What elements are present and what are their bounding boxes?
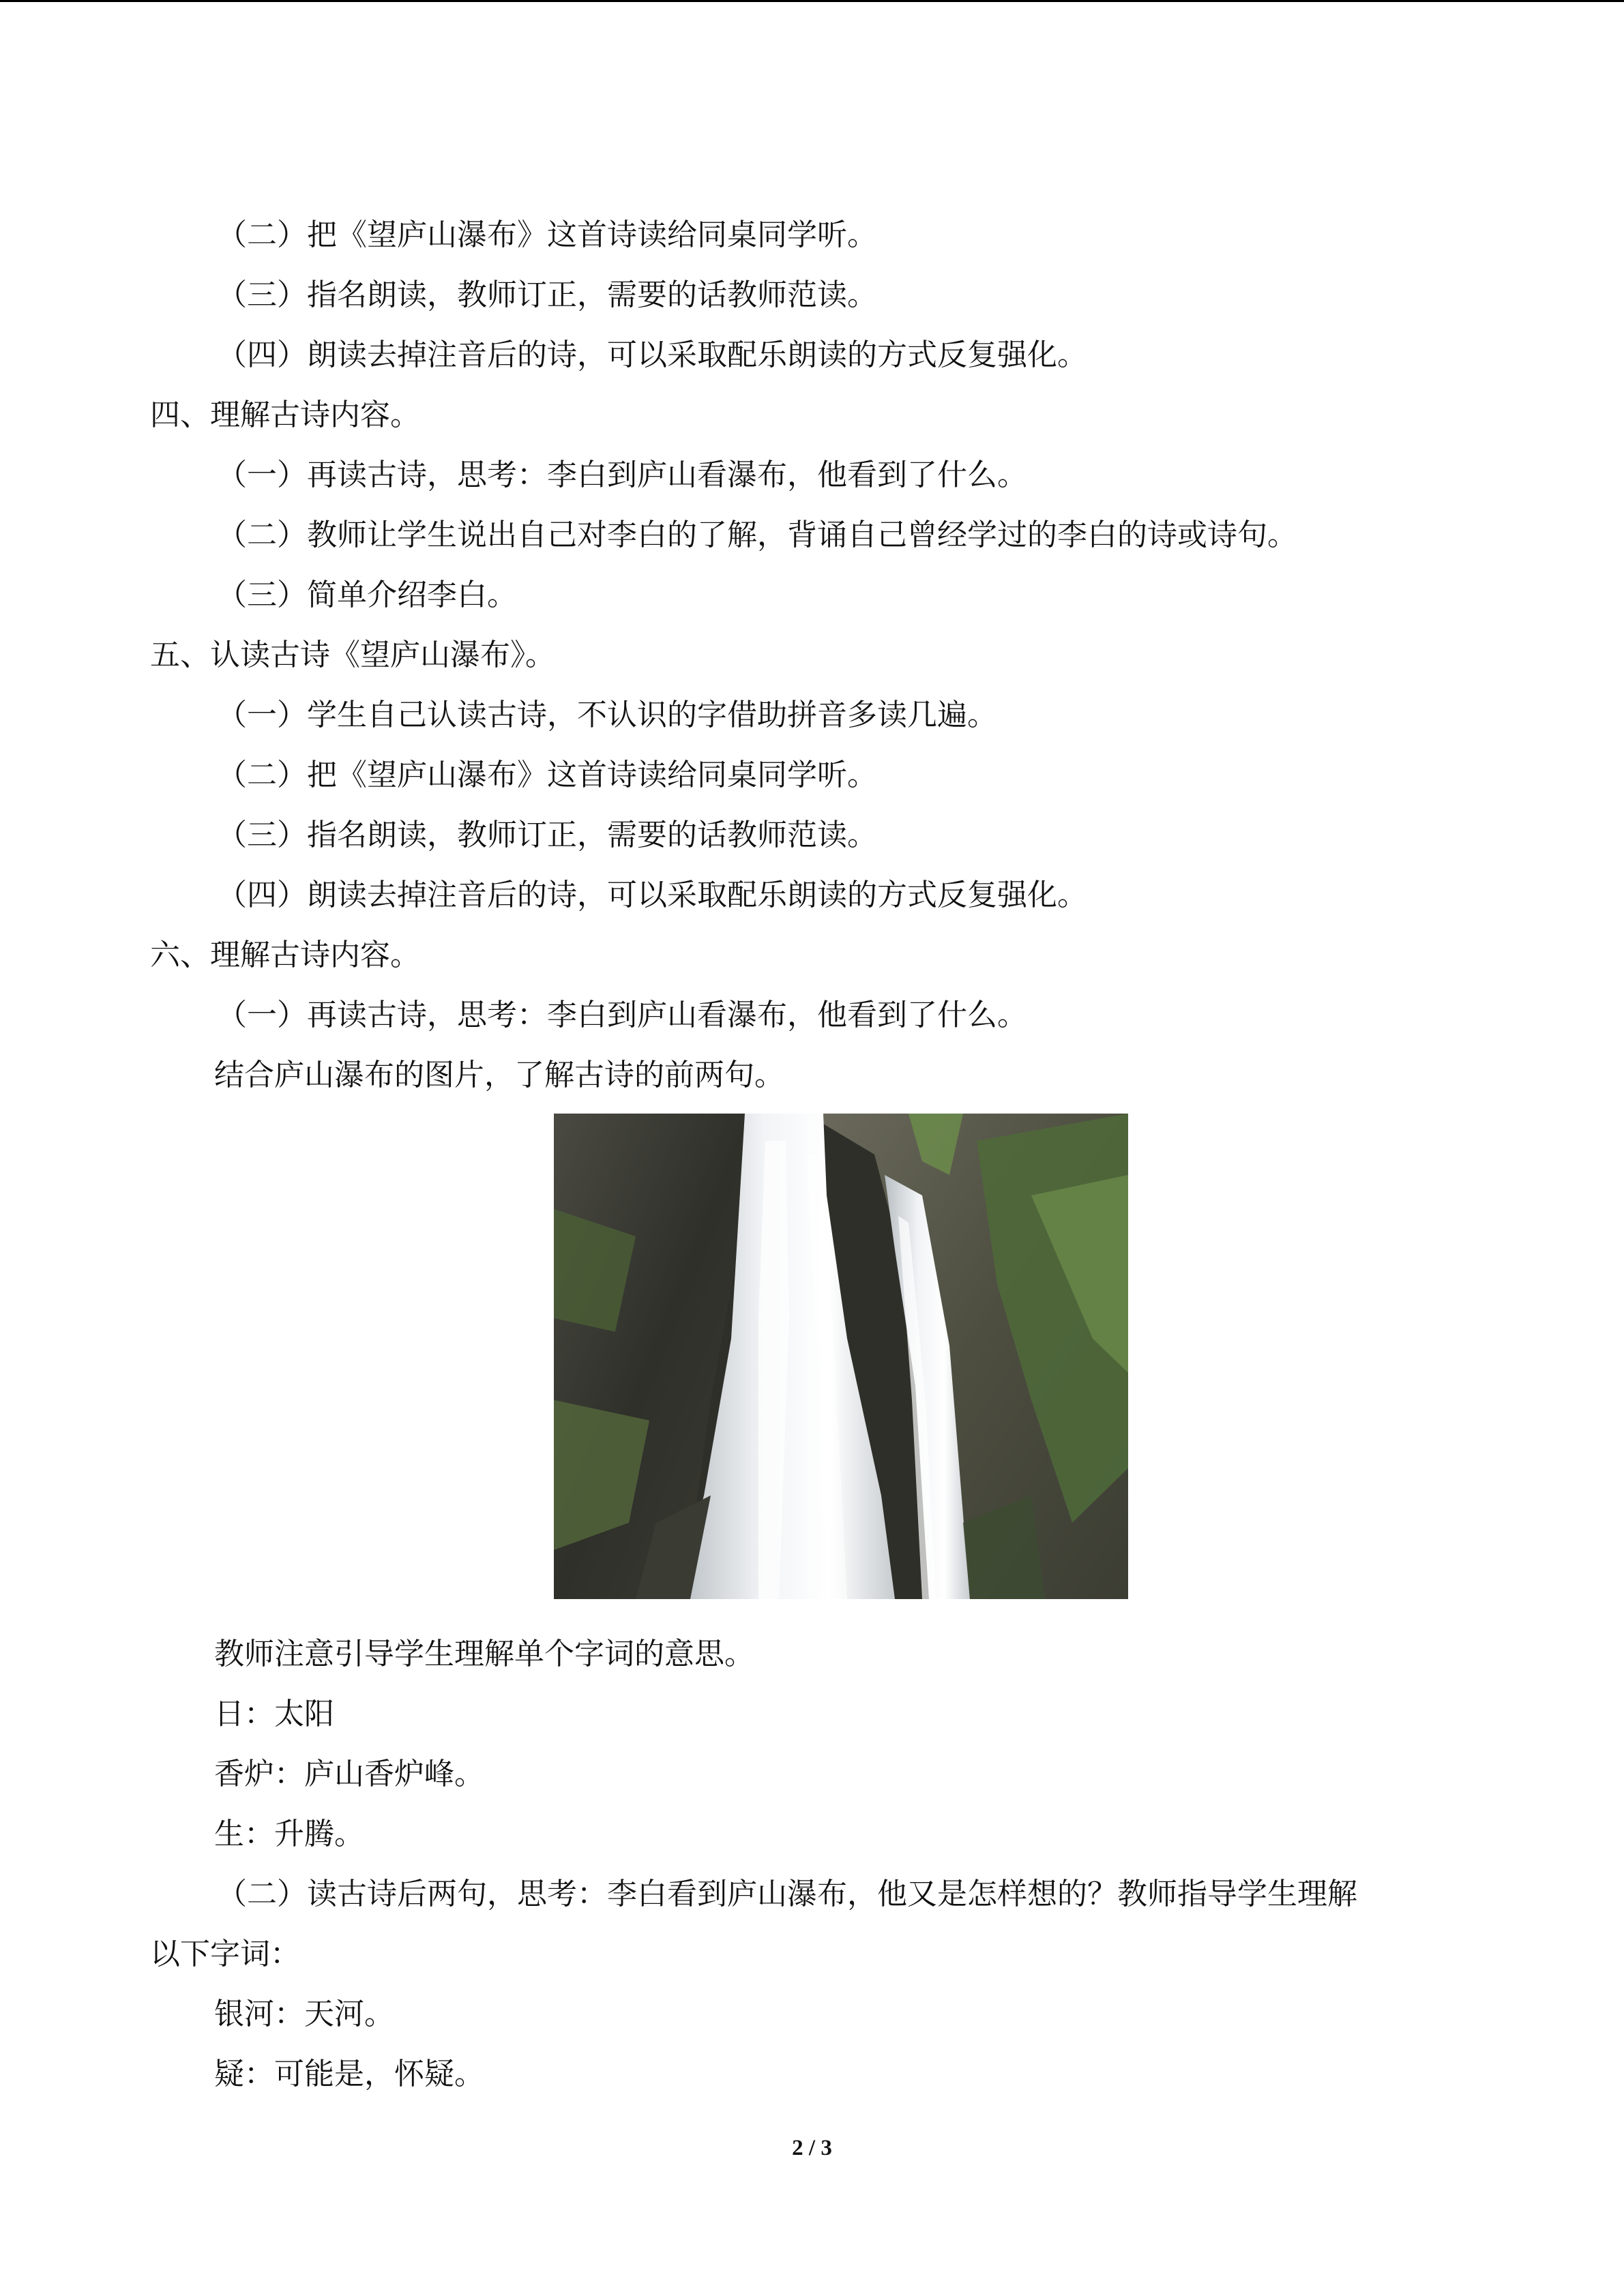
list-item: （二）教师让学生说出自己对李白的了解，背诵自己曾经学过的李白的诗或诗句。 (217, 518, 1297, 552)
paragraph: 教师注意引导学生理解单个字词的意思。 (214, 1637, 754, 1671)
definition-item: 生：升腾。 (214, 1817, 364, 1851)
list-item: （一）再读古诗，思考：李白到庐山看瀑布，他看到了什么。 (217, 458, 1027, 492)
list-item: （二）读古诗后两句，思考：李白看到庐山瀑布，他又是怎样想的？教师指导学生理解 (217, 1877, 1357, 1911)
definition-item: 疑：可能是，怀疑。 (214, 2057, 484, 2091)
paragraph: 结合庐山瀑布的图片，了解古诗的前两句。 (214, 1058, 784, 1092)
list-item: （二）把《望庐山瀑布》这首诗读给同桌同学听。 (217, 758, 877, 792)
section-heading: 四、理解古诗内容。 (150, 398, 420, 432)
definition-item: 日：太阳 (214, 1697, 334, 1731)
list-item: （三）指名朗读，教师订正，需要的话教师范读。 (217, 278, 877, 312)
list-item: （三）简单介绍李白。 (217, 578, 517, 612)
section-heading: 六、理解古诗内容。 (150, 938, 420, 972)
list-item: （二）把《望庐山瀑布》这首诗读给同桌同学听。 (217, 218, 877, 252)
paragraph-continuation: 以下字词： (150, 1937, 300, 1971)
top-border (0, 0, 1624, 2)
list-item: （一）学生自己认读古诗，不认识的字借助拼音多读几遍。 (217, 698, 997, 732)
list-item: （四）朗读去掉注音后的诗，可以采取配乐朗读的方式反复强化。 (217, 878, 1087, 912)
page-number: 2 / 3 (792, 2136, 832, 2160)
waterfall-photo (554, 1114, 1128, 1599)
list-item: （四）朗读去掉注音后的诗，可以采取配乐朗读的方式反复强化。 (217, 338, 1087, 372)
list-item: （一）再读古诗，思考：李白到庐山看瀑布，他看到了什么。 (217, 998, 1027, 1032)
list-item: （三）指名朗读，教师订正，需要的话教师范读。 (217, 818, 877, 852)
definition-item: 香炉：庐山香炉峰。 (214, 1757, 484, 1791)
section-heading: 五、认读古诗《望庐山瀑布》。 (150, 638, 555, 672)
definition-item: 银河：天河。 (214, 1997, 394, 2031)
